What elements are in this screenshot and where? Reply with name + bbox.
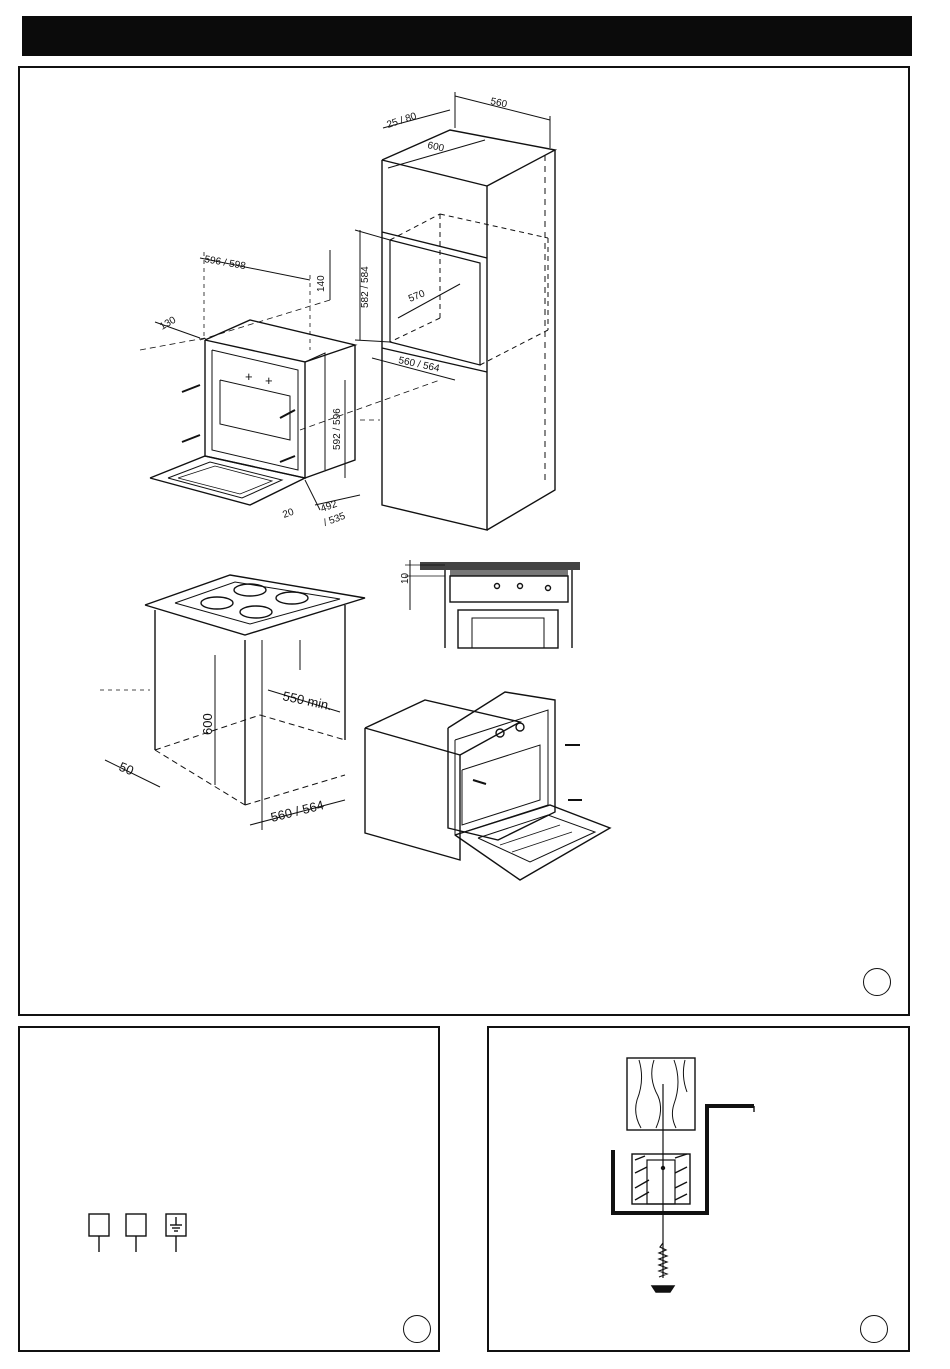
figure-number-circle (403, 1315, 431, 1343)
electrical-connection-panel (18, 1026, 440, 1352)
dim-492: 492 (319, 498, 339, 515)
dim-592-596: 592 / 596 (332, 408, 343, 450)
svg-text:+: + (265, 373, 273, 388)
terminal-block-drawing (20, 1028, 442, 1354)
dim-560-top: 560 (489, 96, 508, 111)
fixing-detail-panel (487, 1026, 910, 1352)
builtin-oven-drawing (140, 250, 440, 510)
dim-50: 50 (116, 758, 136, 779)
oven-insertion-drawing (365, 692, 610, 880)
dim-582-584: 582 / 584 (360, 266, 371, 308)
dim-550-min: 550 min. (281, 688, 334, 714)
dim-25-80: 25 / 80 (385, 110, 419, 131)
dim-10: 10 (400, 572, 411, 584)
dimension-labels (117, 96, 509, 825)
terminal-live (89, 1214, 109, 1236)
dim-535: / 535 (322, 510, 347, 529)
dim-560-564-cabinet: 560 / 564 (397, 355, 441, 375)
dim-20: 20 (281, 506, 296, 521)
dim-600-hob: 600 (200, 713, 215, 735)
dim-130: 130 (158, 314, 178, 333)
terminal-neutral (126, 1214, 146, 1236)
dim-570: 570 (407, 288, 427, 305)
tall-cabinet-drawing (355, 92, 555, 530)
worktop-section-drawing (405, 560, 580, 648)
svg-text:+: + (245, 369, 253, 384)
dim-600: 600 (426, 140, 445, 155)
dim-560-564-hob: 560 / 564 (269, 797, 326, 825)
screw-fixing-drawing (489, 1028, 912, 1354)
figure-number-circle (860, 1315, 888, 1343)
dim-596-598: 596 / 598 (203, 254, 247, 273)
dim-140: 140 (316, 275, 327, 292)
